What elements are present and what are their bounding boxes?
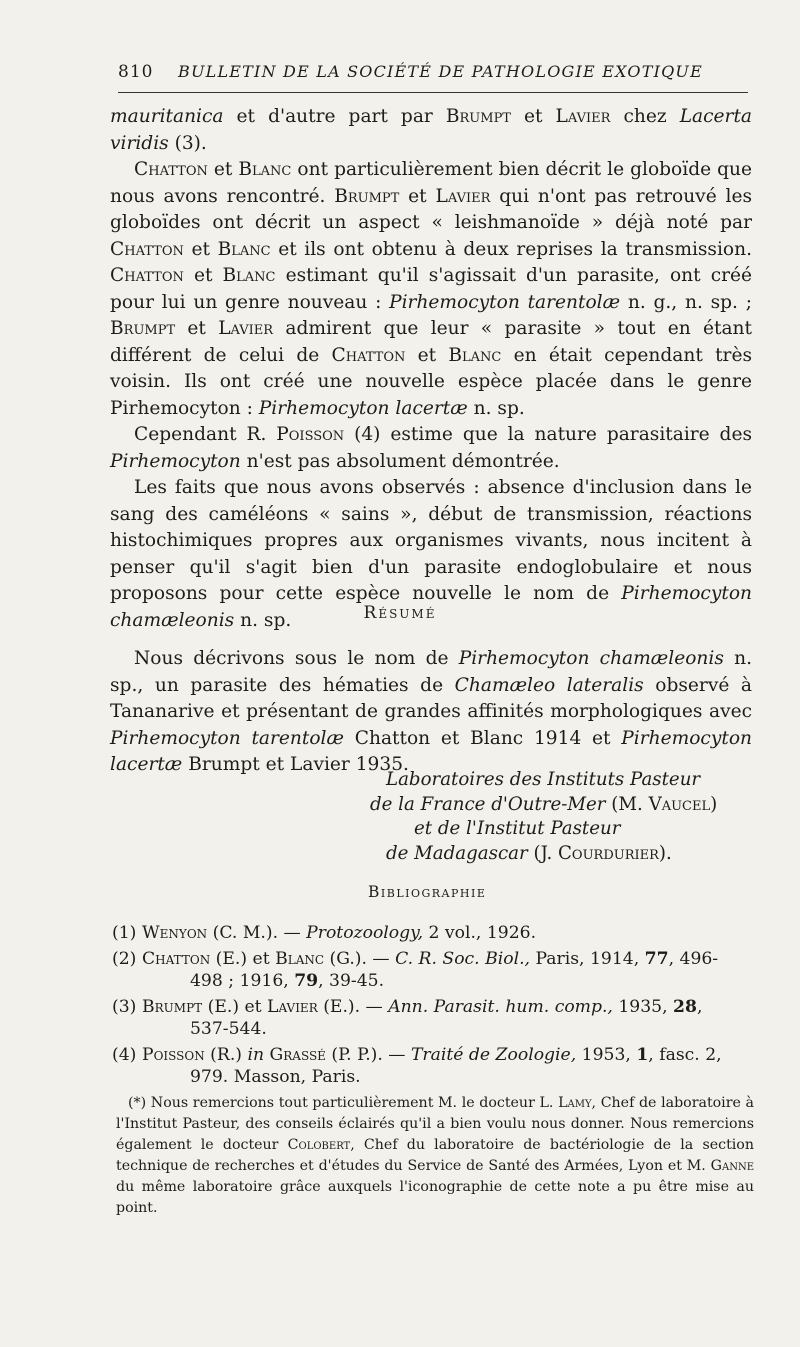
text-run: 498 ; 1916, — [190, 971, 295, 991]
text-run: , 39-45. — [318, 971, 385, 991]
text-run: n. g., n. sp. ; — [620, 291, 752, 313]
author-name: Vaucel — [648, 793, 711, 815]
author-name: Lavier — [218, 318, 274, 339]
text-run: 2 vol., 1926. — [423, 923, 537, 943]
text-run: chez — [610, 106, 680, 127]
reference-continuation — [142, 1018, 754, 1040]
author-name: Lavier — [267, 997, 318, 1017]
institution-name: de Madagascar — [386, 842, 528, 864]
text-run: et — [175, 318, 219, 339]
text-run: Paris, 1914, — [530, 949, 645, 969]
author-name: Blanc — [275, 949, 325, 969]
publication-title: Protozoology, — [306, 923, 424, 943]
reference-item — [112, 996, 754, 1040]
text-run: (4) estime que la nature parasitaire des — [344, 424, 753, 445]
text-run: ) — [710, 793, 718, 815]
paragraph-poisson — [110, 422, 752, 475]
author-name: Blanc — [448, 344, 502, 366]
text-run: qui n'ont pas retrouvé les globoïdes ont décrit un aspect « leishmanoïde » déjà noté par — [110, 185, 753, 233]
text-run: et — [399, 185, 436, 207]
author-name: Brumpt — [110, 318, 176, 339]
text-run: Nous décrivons sous le nom de — [134, 648, 459, 669]
publication-title: C. R. Soc. Biol., — [395, 949, 531, 969]
author-name: Courdurier — [558, 842, 659, 864]
page-header — [118, 58, 748, 93]
institution-name: et de l'Institut Pasteur — [414, 818, 621, 839]
paragraph-continuation — [110, 104, 752, 157]
text-run: Cependant R. — [134, 424, 277, 445]
author-name: Poisson — [142, 1045, 205, 1065]
paragraph-history — [110, 157, 752, 422]
species-name: Chamæleo lateralis — [454, 674, 644, 696]
text-run: (E.). — — [317, 997, 389, 1017]
species-name: Pirhemocyton lacertæ — [258, 397, 468, 419]
text-run: et — [207, 159, 239, 180]
text-run: (P. P.). — — [325, 1045, 411, 1065]
text-run: 1935, — [612, 997, 674, 1017]
text-run: (C. M.). — — [207, 923, 307, 943]
species-name: Pirhemocyton lacertæ — [110, 727, 752, 775]
text-run: et ils ont obtenu à deux reprises la transmission. — [270, 238, 753, 260]
text-run: (R.) — [204, 1045, 248, 1065]
reference-number: (4) — [112, 1045, 137, 1065]
species-name: Lacerta viridis — [110, 106, 752, 154]
reference-item — [112, 922, 754, 944]
text-run: , Chef du laboratoire de bactériologie de la section technique de recherches et d'études du Service de Santé des Armées, Lyon et M. — [116, 1137, 754, 1174]
affiliation-line — [370, 793, 770, 818]
text-run: n. sp. — [467, 397, 525, 419]
text-run: (*) Nous remercions tout particulièrement M. le docteur L. — [128, 1095, 559, 1111]
publication-title: Traité de Zoologie, — [410, 1045, 577, 1065]
text-run: et — [405, 344, 449, 366]
author-name: Blanc — [222, 265, 276, 286]
species-name: Pirhemocyton chamæleonis — [110, 583, 752, 631]
reference-continuation — [142, 1066, 754, 1088]
text-run: (J. — [527, 842, 559, 864]
text-run: du même laboratoire grâce auxquels l'iconographie de cette note a pu être mise au point. — [116, 1179, 754, 1216]
text-run: (G.). — — [324, 949, 396, 969]
person-name: Colobert — [287, 1137, 351, 1153]
text-run: et — [183, 265, 223, 286]
article-body — [110, 104, 752, 634]
author-name: Chatton — [331, 344, 406, 366]
person-name: Ganne — [710, 1158, 754, 1174]
reference-item — [112, 1044, 754, 1088]
acknowledgment-footnote — [116, 1093, 754, 1219]
institution-name: de la France d'Outre-Mer — [370, 793, 606, 815]
bibliography-list — [112, 922, 754, 1092]
volume-number: 28 — [673, 997, 697, 1017]
text-run: in — [247, 1045, 265, 1065]
author-name: Grassé — [269, 1045, 326, 1065]
author-name: Chatton — [110, 238, 184, 260]
text-run: et — [183, 238, 218, 260]
author-name: Wenyon — [142, 923, 208, 943]
reference-number: (1) — [112, 923, 137, 943]
resume-heading: Résumé — [363, 603, 437, 623]
text-run: estimant qu'il s'agissait d'un parasite, ont créé pour lui un genre nouveau : — [110, 265, 753, 313]
text-run: (E.) et — [210, 949, 276, 969]
text-run: n. sp., un parasite des hématies de — [110, 648, 753, 696]
text-run: (3). — [168, 132, 207, 154]
author-name: Chatton — [134, 159, 208, 180]
text-run: , Chef de laboratoire à l'Institut Pasteur, des conseils éclairés qu'il a bien voulu nous donner. Nous remercions également le docteur — [116, 1095, 754, 1153]
affiliation-line — [370, 768, 770, 793]
text-run: et — [510, 106, 556, 127]
resume-section — [110, 646, 752, 779]
publication-title: Ann. Parasit. hum. comp., — [388, 997, 613, 1017]
text-run: ). — [658, 842, 672, 864]
text-run: observé à Tananarive et présentant de grandes affinités morphologiques avec — [110, 674, 752, 722]
text-run: ont particulièrement bien décrit le globoïde que nous avons rencontré. — [110, 159, 752, 207]
affiliation-line — [370, 842, 770, 867]
reference-number: (2) — [112, 949, 137, 969]
text-run: n. sp. — [234, 609, 292, 631]
resume-paragraph — [110, 646, 752, 779]
reference-continuation — [142, 970, 754, 992]
bibliography-heading: Bibliographie — [368, 883, 487, 901]
volume-number: 77 — [644, 949, 669, 969]
text-run: , fasc. 2, — [648, 1045, 722, 1065]
text-run: (M. — [605, 793, 649, 815]
author-name: Blanc — [238, 159, 292, 180]
volume-number: 1 — [636, 1045, 649, 1065]
page-number: 810 — [118, 62, 154, 82]
running-title: BULLETIN DE LA SOCIÉTÉ DE PATHOLOGIE EXOTIQUE — [178, 62, 703, 81]
text-run: Les faits que nous avons observés : absence d'inclusion dans le sang des caméléons « sains », début de transmission, réactions histochimiques propres aux organismes vivants, nous incitent à penser qu'il s'agit bien d'un parasite endoglobulaire et nous proposons pour cette espèce nouvelle le nom de — [110, 477, 752, 604]
species-name: Pirhemocyton chamæleonis — [458, 648, 724, 669]
text-run: n'est pas absolument démontrée. — [240, 450, 560, 472]
text-run: , — [696, 997, 703, 1017]
reference-number: (3) — [112, 997, 137, 1017]
text-run: 537-544. — [190, 1019, 267, 1039]
text-run: Chatton et Blanc 1914 et — [343, 727, 622, 749]
species-name: Pirhemocyton tarentolæ — [389, 291, 621, 313]
text-run: admirent que leur « parasite » tout en étant différent de celui de — [110, 318, 753, 366]
species-name: Pirhemocyton — [110, 450, 241, 472]
person-name: Lamy — [558, 1095, 592, 1111]
text-run: 979. Masson, Paris. — [190, 1067, 361, 1087]
author-name: Brumpt — [334, 185, 400, 207]
author-name: Poisson — [276, 424, 345, 445]
author-name: Brumpt — [142, 997, 203, 1017]
species-name: Pirhemocyton tarentolæ — [110, 727, 344, 749]
text-run: 1953, — [576, 1045, 637, 1065]
affiliation-block — [370, 768, 770, 866]
author-name: Lavier — [555, 106, 611, 127]
volume-number: 79 — [294, 971, 319, 991]
species-name: mauritanica — [110, 106, 224, 127]
affiliation-line — [370, 817, 770, 842]
author-name: Blanc — [217, 238, 271, 260]
text-run: , 496- — [668, 949, 719, 969]
reference-item — [112, 948, 754, 992]
author-name: Lavier — [435, 185, 491, 207]
author-name: Chatton — [142, 949, 211, 969]
institution-name: Laboratoires des Instituts Pasteur — [386, 769, 701, 790]
text-run: (E.) et — [202, 997, 268, 1017]
author-name: Brumpt — [445, 106, 511, 127]
author-name: Chatton — [110, 265, 184, 286]
text-run: en était cependant très voisin. Ils ont créé une nouvelle espèce placée dans le genre Pirhemocyton : — [110, 344, 752, 419]
text-run: Brumpt et Lavier 1935. — [182, 754, 409, 775]
text-run: et d'autre part par — [223, 106, 446, 127]
